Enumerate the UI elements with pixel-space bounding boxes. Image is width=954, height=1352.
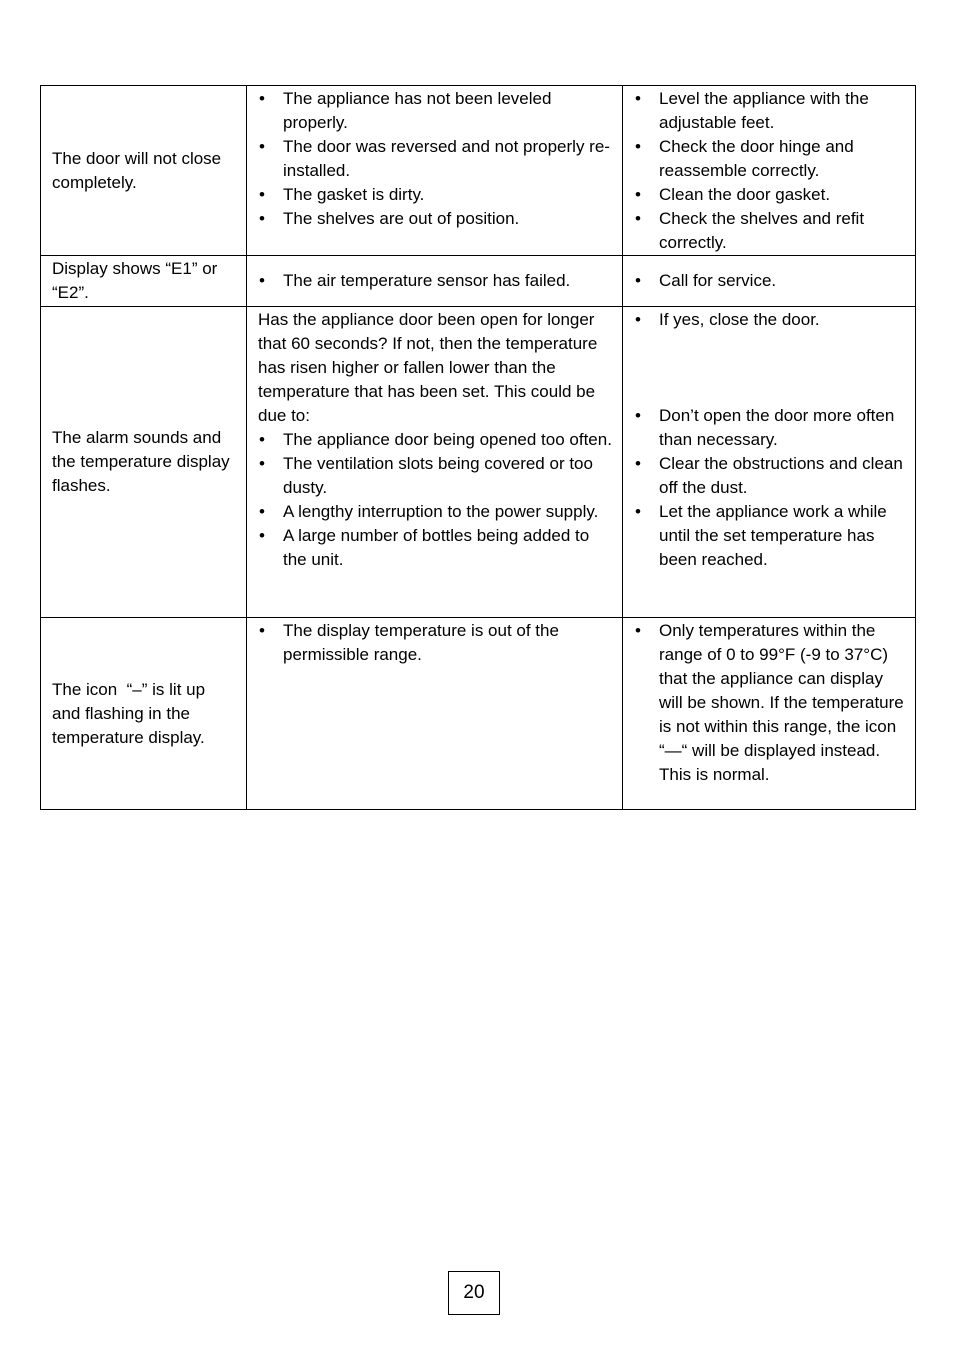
solution-list <box>634 619 909 787</box>
problem-cell <box>41 618 247 810</box>
cause-cell <box>247 307 623 618</box>
table-row <box>41 256 916 307</box>
cause-intro-text: Has the appliance door been open for longer that 60 seconds? If not, then the temperature has risen higher or fallen lower than the temperature that has been set. This could be due to: <box>258 310 598 425</box>
cause-cell <box>247 256 623 307</box>
cause-cell <box>247 618 623 810</box>
list-item: • Clear the obstructions and clean off the dust. <box>634 452 909 500</box>
list-item: • Check the door hinge and reassemble correctly. <box>634 135 909 183</box>
table-row <box>41 307 916 618</box>
problem-cell <box>41 256 247 307</box>
solution-cell <box>623 86 916 256</box>
cause-list <box>258 619 616 667</box>
list-item: • The ventilation slots being covered or too dusty. <box>258 452 616 500</box>
solution-cell <box>623 256 916 307</box>
list-item: • A lengthy interruption to the power supply. <box>258 500 616 524</box>
list-item: • Clean the door gasket. <box>634 183 909 207</box>
page-number: 20 <box>448 1271 500 1315</box>
list-item: • The display temperature is out of the permissible range. <box>258 619 616 667</box>
spacer <box>634 332 909 404</box>
list-item: • Let the appliance work a while until the set temperature has been reached. <box>634 500 909 572</box>
cause-list <box>258 428 616 572</box>
problem-cell <box>41 307 247 618</box>
table-row <box>41 618 916 810</box>
solution-list <box>634 404 909 572</box>
list-item: • Check the shelves and refit correctly. <box>634 207 909 255</box>
solution-cell <box>623 618 916 810</box>
list-item: • The gasket is dirty. <box>258 183 616 207</box>
solution-list <box>634 308 909 332</box>
cause-list <box>258 87 616 231</box>
list-item: • The appliance has not been leveled properly. <box>258 87 616 135</box>
list-item: • The shelves are out of position. <box>258 207 616 231</box>
cause-cell <box>247 86 623 256</box>
problem-text: The alarm sounds and the temperature display flashes. <box>52 428 230 495</box>
list-item: • Call for service. <box>634 269 909 293</box>
solution-cell <box>623 307 916 618</box>
list-item: • A large number of bottles being added to the unit. <box>258 524 616 572</box>
list-item: • The door was reversed and not properly re-installed. <box>258 135 616 183</box>
list-item: • The air temperature sensor has failed. <box>258 269 616 293</box>
list-item: • Don’t open the door more often than necessary. <box>634 404 909 452</box>
list-item: • The appliance door being opened too often. <box>258 428 616 452</box>
list-item: • If yes, close the door. <box>634 308 909 332</box>
problem-text: The door will not close completely. <box>52 148 222 192</box>
problem-text: Display shows “E1” or “E2”. <box>52 259 218 302</box>
table-row <box>41 86 916 256</box>
problem-cell <box>41 86 247 256</box>
cause-list <box>258 269 616 293</box>
troubleshooting-table <box>40 85 916 810</box>
problem-text: The icon “–” is lit up and flashing in the temperature display. <box>52 679 210 747</box>
solution-list <box>634 269 909 293</box>
list-item: • Only temperatures within the range of 0 to 99°F (-9 to 37°C) that the appliance can display will be shown. If the temperature is not within this range, the icon “—“ will be displayed instead. This is normal. <box>634 619 909 787</box>
list-item: • Level the appliance with the adjustable feet. <box>634 87 909 135</box>
solution-list <box>634 87 909 255</box>
